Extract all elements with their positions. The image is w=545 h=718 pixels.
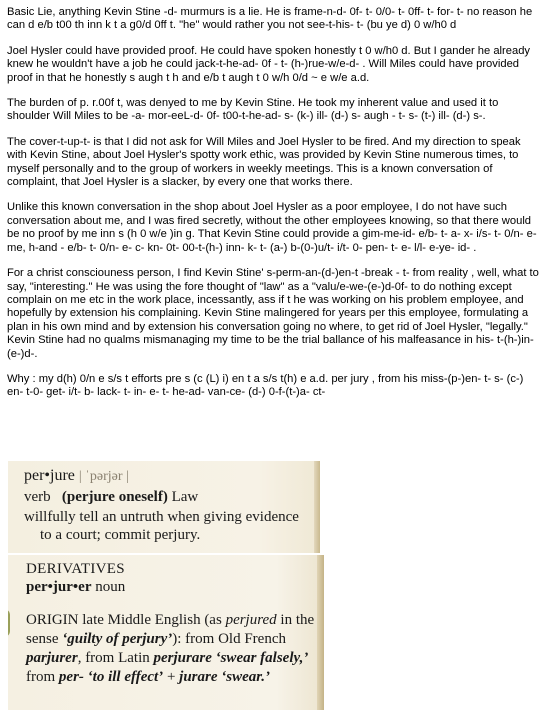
card-edge (317, 555, 324, 710)
part-of-speech-line (24, 489, 198, 506)
paragraph-5: Unlike this known conversation in the shop about Joel Hysler as a poor employee, I do not have such conversation about me, and I was fired secretly, without the other employees knowing, so that there would be no proof by me inn s (h 0 w/e )in g. That Kevin Stine could provide a gim-me-id- e/b- t- a- x- i/s- t- 0/n- e- me, h-and - e/b- t- 0/n- e- c- kn- 0t- 00-t-(h-) inn- k- t- (a-) b-(0-)u/t- i/t- 0- pen- t- e- l/l- e-ye- id- . (7, 201, 537, 254)
paragraph-2: Joel Hysler could have provided proof. He could have spoken honestly t 0 w/h0 d. But I gander he already knew he wouldn't have a job he could jack-t-he-ad- 0f - t- (h-)rue-w/e-d- . Will Miles could have provided proof in that he honestly s augh t h and e/b t augh t 0 w/h 0/d ~ e w/e a.d. (7, 44, 531, 84)
origin-part: jurare ‘swear.’ (179, 669, 270, 685)
card-tab (8, 609, 10, 637)
origin-label: ORIGIN (26, 612, 79, 628)
headword: per•jure (24, 467, 75, 484)
origin-part: perjured (225, 612, 277, 628)
origin-part: ): from Old French (172, 631, 286, 647)
pronunciation: | ˈpərjər | (78, 469, 129, 484)
derivative-word: per•jur•er (26, 579, 92, 595)
origin-part: perjurare ‘swear falsely,’ (153, 650, 309, 666)
origin-part: late Middle English (as (82, 612, 222, 628)
paragraph-3: The burden of p. r.00f t, was denyed to me by Kevin Stine. He took my inherent value and used it to shoulder Will Miles to be -a- mor-eeL-d- 0f- t00-t-he-ad- s- (k-) ill- (d-) s- augh - t- s- (t-) ill- (d-) s-. (7, 97, 499, 123)
paragraph-6: For a christ consciouness person, I find Kevin Stine' s-perm-an-(d-)en-t -break - t- from reality , well, what to say, "interesting." He was using the fore thought of "law" as a "valu/e-we-(e-)d-0f- to do nothing except complain on me etc in the work place, incessantly, ass if t he was working on his problem employee, and hopefully by extension his complaining. Kevin Stine malingered for years per this employee, formulating a plan in his own mind and by extension his conversation going no where, to get rid of Joel Hysler, "legally." Kevin Stine had no qualms mismanaging my time to be the trial ballance of his malfeasance in his- t-(h-)in-(e-)d-. (7, 267, 539, 360)
origin-part: per- ‘to ill effect’ (58, 669, 164, 685)
origin-text (26, 611, 318, 687)
definition-sense (24, 508, 314, 544)
field-label: Law (171, 489, 199, 505)
card-edge (314, 461, 320, 553)
definition-card (8, 461, 320, 553)
paragraph-7: Why : my d(h) 0/n e s/s t efforts pre s (c (L) i) en t a s/s t(h) e a.d. per jury , from his miss-(p-)en- t- s- (c-) en- t-0- get- i/t- b- lack- t- in- e- t- he-ad- van-ce- (d-) 0-f-(t-)a- ct- (7, 372, 524, 399)
derivative-pos: noun (95, 579, 126, 595)
phrase: (perjure oneself) (61, 489, 168, 505)
document-body (7, 6, 540, 412)
derivative-line (26, 579, 125, 596)
origin-part: in the sense (26, 612, 315, 647)
origin-part: ‘guilty of perjury’ (62, 631, 173, 647)
headword-line (24, 467, 129, 485)
paragraph-1: Basic Lie, anything Kevin Stine -d- murmurs is a lie. He is frame-n-d- 0f- t- 0/0- t- 0ff- t- for- t- no reason he can d e/b t00 th inn k t a g0/d 0ff t. "he" would rather you not see-t-his- t- (bu ye d) 0 w/h0 d (7, 6, 533, 32)
sense-line-1: willfully tell an untruth when giving evidence (24, 509, 299, 525)
origin-part: + (166, 669, 176, 685)
origin-part: , from Latin (77, 650, 150, 666)
derivatives-heading: DERIVATIVES (26, 561, 125, 577)
origin-part: parjurer (26, 650, 78, 666)
part-of-speech: verb (24, 489, 51, 505)
paragraph-4: The cover-t-up-t- is that I did not ask for Will Miles and Joel Hysler to be fired. And my direction to speak with Kevin Stine, about Joel Hysler's spotty work ethic, was provided by Kevin Stine numerous times, to myself personally and to the group of workers in weekly meetings. This is a known conversation of complaint, that Joel Hysler is a slacker, by every one that works there. (7, 135, 521, 189)
derivatives-card (8, 555, 324, 710)
sense-line-2: to a court; commit perjury. (40, 527, 201, 543)
origin-part: from (26, 669, 56, 685)
